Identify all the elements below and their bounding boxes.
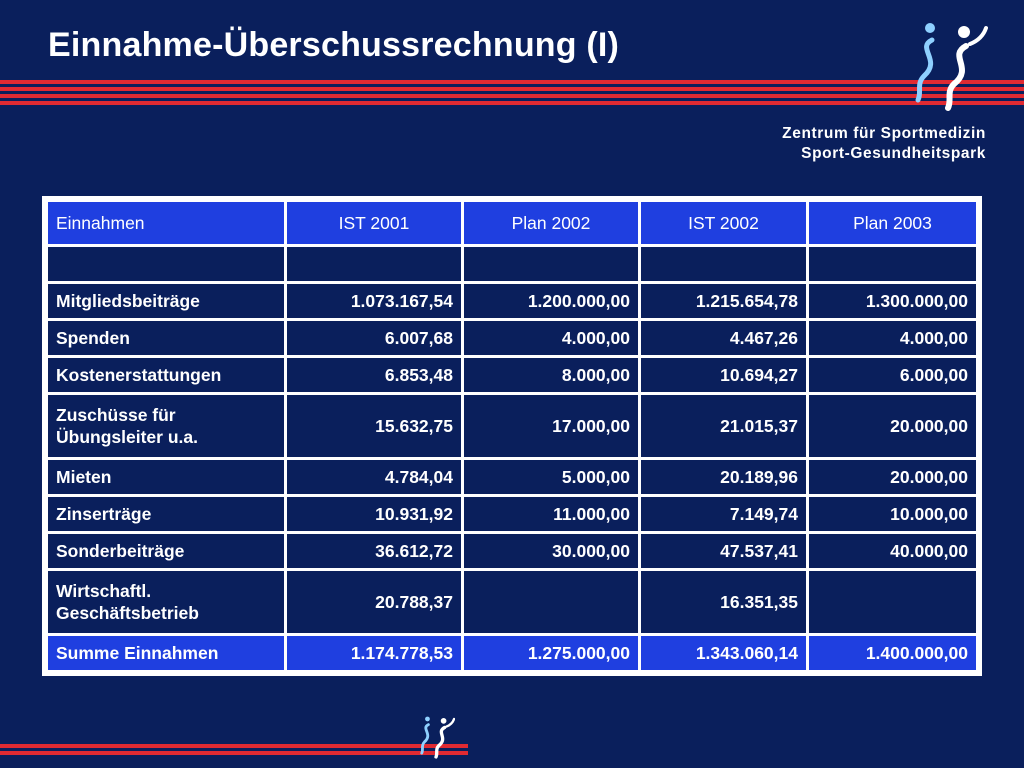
value-cell: 1.200.000,00 — [464, 284, 638, 318]
row-label-line: Spenden — [56, 328, 130, 348]
row-label-line: Sonderbeiträge — [56, 541, 185, 561]
value-cell: 20.000,00 — [809, 460, 976, 494]
row-label — [48, 497, 284, 531]
organization-name — [782, 124, 986, 164]
row-label-line: Geschäftsbetrieb — [56, 603, 199, 623]
value-cell: 6.000,00 — [809, 358, 976, 392]
value-cell: 4.784,04 — [287, 460, 461, 494]
row-label — [48, 395, 284, 457]
value-cell: 10.000,00 — [809, 497, 976, 531]
value-cell: 47.537,41 — [641, 534, 806, 568]
total-value-cell: 1.400.000,00 — [809, 636, 976, 670]
bottom-red-stripes — [0, 744, 468, 758]
value-cell: 20.189,96 — [641, 460, 806, 494]
table-cell — [287, 247, 461, 281]
header-cell: Plan 2002 — [464, 202, 638, 244]
table-row — [48, 571, 976, 633]
total-row — [48, 636, 976, 670]
row-label-line: Wirtschaftl. — [56, 581, 152, 601]
value-cell — [464, 571, 638, 633]
table-cell — [641, 247, 806, 281]
value-cell: 5.000,00 — [464, 460, 638, 494]
value-cell: 11.000,00 — [464, 497, 638, 531]
sport-figures-logo-icon — [908, 20, 988, 112]
value-cell: 10.931,92 — [287, 497, 461, 531]
table-row — [48, 534, 976, 568]
value-cell: 36.612,72 — [287, 534, 461, 568]
table-row — [48, 284, 976, 318]
value-cell: 10.694,27 — [641, 358, 806, 392]
row-label — [48, 358, 284, 392]
row-label-line: Zinserträge — [56, 504, 152, 524]
header-cell: IST 2002 — [641, 202, 806, 244]
row-label-line: Übungsleiter u.a. — [56, 427, 198, 447]
table-cell — [809, 247, 976, 281]
value-cell — [809, 571, 976, 633]
row-label-line: Kostenerstattungen — [56, 365, 222, 385]
row-label-line: Mieten — [56, 467, 112, 487]
table-row — [48, 358, 976, 392]
org-line-1: Zentrum für Sportmedizin — [782, 125, 986, 142]
row-label-line: Mitgliedsbeiträge — [56, 291, 200, 311]
table-cell — [464, 247, 638, 281]
value-cell: 40.000,00 — [809, 534, 976, 568]
value-cell: 30.000,00 — [464, 534, 638, 568]
empty-row — [48, 247, 976, 281]
table-header-row — [48, 202, 976, 244]
org-line-2: Sport-Gesundheitspark — [801, 145, 986, 162]
total-label: Summe Einnahmen — [48, 636, 284, 670]
table-row — [48, 395, 976, 457]
value-cell: 1.073.167,54 — [287, 284, 461, 318]
income-table — [45, 199, 979, 673]
value-cell: 17.000,00 — [464, 395, 638, 457]
value-cell: 1.300.000,00 — [809, 284, 976, 318]
table-row — [48, 497, 976, 531]
value-cell: 6.853,48 — [287, 358, 461, 392]
table-row — [48, 321, 976, 355]
sport-figures-small-logo-icon — [417, 714, 455, 760]
header-cell: Einnahmen — [48, 202, 284, 244]
value-cell: 20.788,37 — [287, 571, 461, 633]
row-label — [48, 460, 284, 494]
table-row — [48, 460, 976, 494]
total-value-cell: 1.275.000,00 — [464, 636, 638, 670]
value-cell: 4.000,00 — [809, 321, 976, 355]
value-cell: 4.000,00 — [464, 321, 638, 355]
value-cell: 8.000,00 — [464, 358, 638, 392]
value-cell: 6.007,68 — [287, 321, 461, 355]
table-cell — [48, 247, 284, 281]
value-cell: 20.000,00 — [809, 395, 976, 457]
value-cell: 4.467,26 — [641, 321, 806, 355]
value-cell: 7.149,74 — [641, 497, 806, 531]
header-cell: IST 2001 — [287, 202, 461, 244]
slide-title: Einnahme-Überschussrechnung (I) — [48, 26, 620, 64]
header-cell: Plan 2003 — [809, 202, 976, 244]
row-label — [48, 284, 284, 318]
total-value-cell: 1.174.778,53 — [287, 636, 461, 670]
value-cell: 16.351,35 — [641, 571, 806, 633]
value-cell: 15.632,75 — [287, 395, 461, 457]
total-value-cell: 1.343.060,14 — [641, 636, 806, 670]
row-label — [48, 534, 284, 568]
row-label-line: Zuschüsse für — [56, 405, 176, 425]
row-label — [48, 571, 284, 633]
value-cell: 21.015,37 — [641, 395, 806, 457]
income-table-frame — [42, 196, 982, 676]
row-label — [48, 321, 284, 355]
top-red-stripes — [0, 80, 1024, 108]
value-cell: 1.215.654,78 — [641, 284, 806, 318]
